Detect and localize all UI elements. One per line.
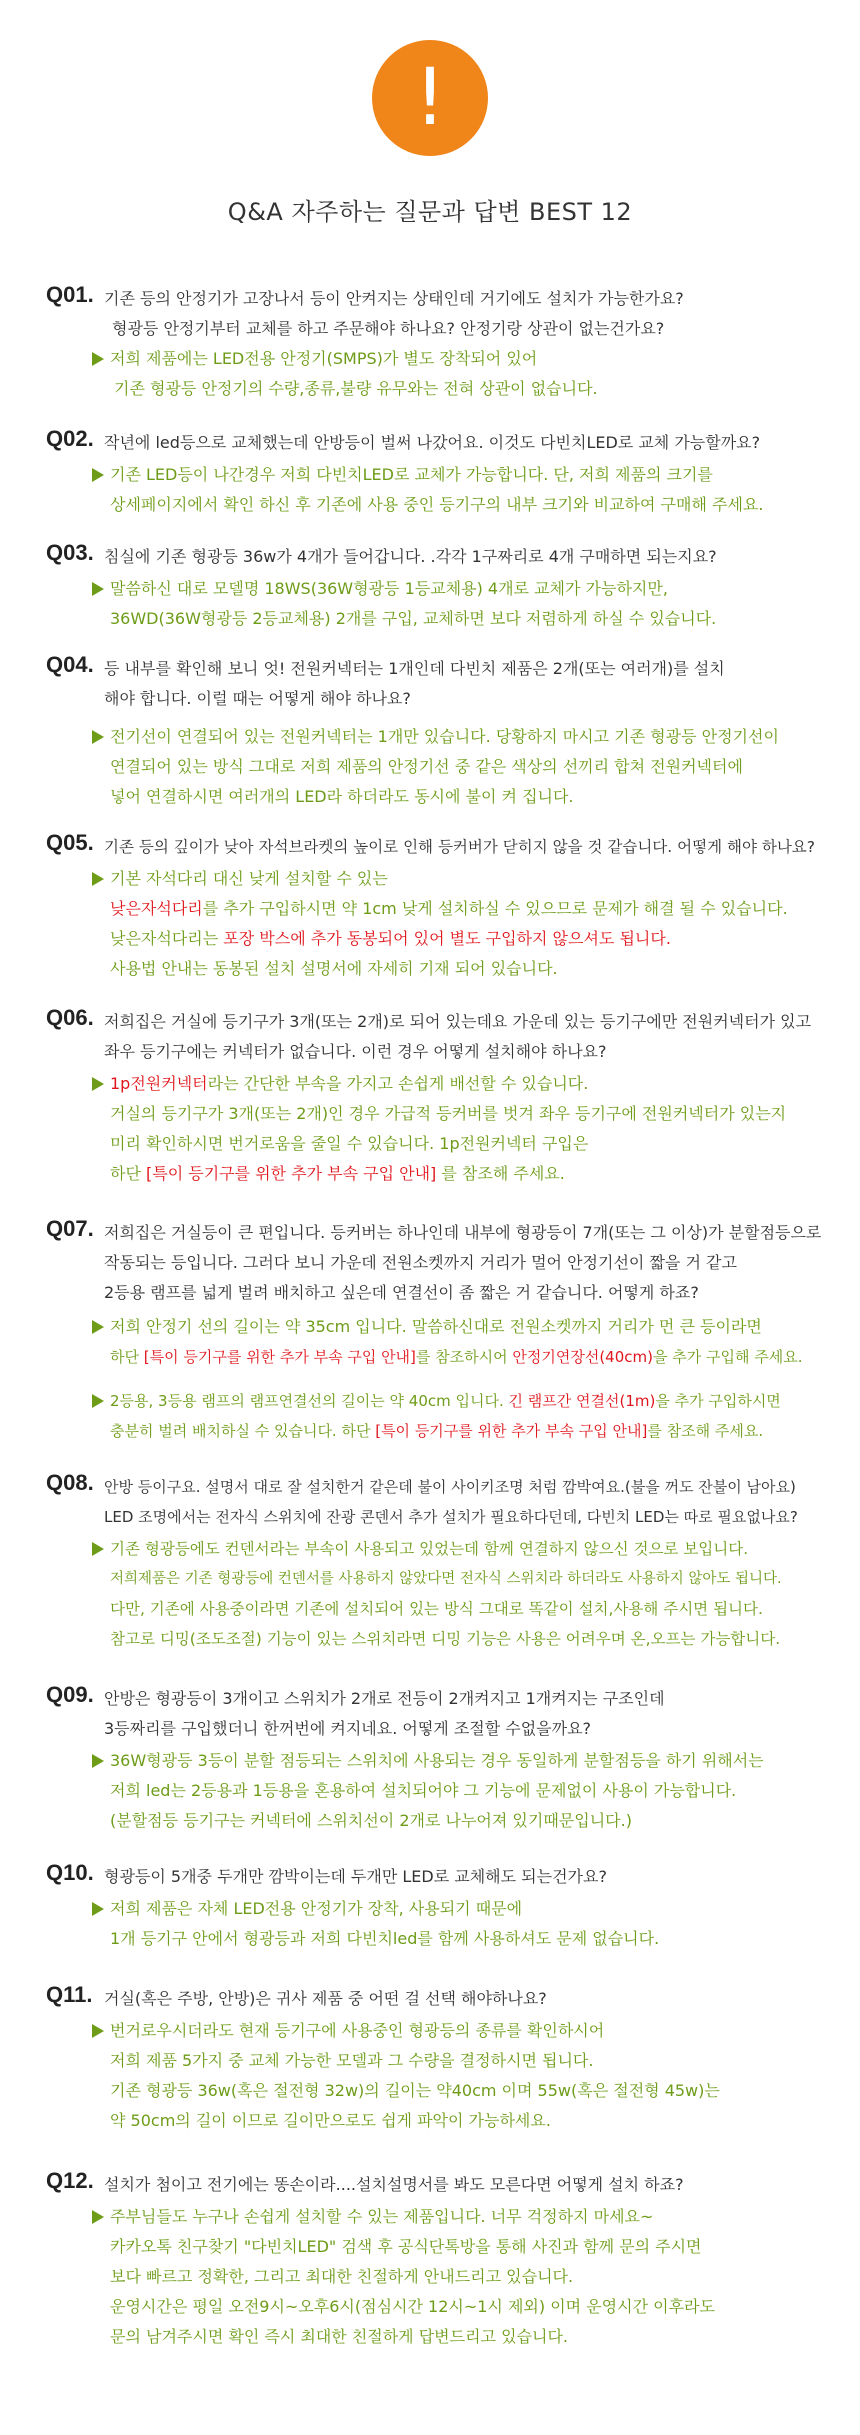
question-text xyxy=(104,1007,850,1067)
highlight-text: 긴 램프간 연결선(1m) xyxy=(508,1392,656,1410)
arrow-icon xyxy=(92,2210,104,2224)
question-number: Q05. xyxy=(46,830,94,855)
question-number: Q07. xyxy=(46,1216,94,1241)
answer-text: 저희 제품은 자체 LED전용 안정기가 장착, 사용되기 때문에 1개 등기구 안에서 형광등과 저희 다빈치led를 함께 사용하셔도 문제 없습니다. xyxy=(92,1894,852,1954)
question-line: 좌우 등기구에는 커넥터가 없습니다. 이런 경우 어떻게 설치해야 하나요? xyxy=(104,1042,607,1061)
answer-text: 2등용, 3등용 램프의 램프연결선의 길이는 약 40cm 입니다. 긴 램프간 연결선(1m)을 추가 구입하시면 충분히 벌려 배치하실 수 있습니다. 하단 [특이 등기구를 위한 추가 부속 구입 안내]를 참조해 주세요. xyxy=(92,1386,852,1446)
arrow-icon xyxy=(92,352,104,366)
arrow-icon xyxy=(92,1394,104,1408)
arrow-icon xyxy=(92,582,104,596)
question-line: 작년에 led등으로 교체했는데 안방등이 벌써 나갔어요. 이것도 다빈치LED로 교체 가능할까요? xyxy=(104,433,761,452)
question-text xyxy=(104,654,850,714)
answer-text: 기존 형광등에도 컨덴서라는 부속이 사용되고 있었는데 함께 연결하지 않으신 것으로 보입니다. 저희제품은 기존 형광등에 컨덴서를 사용하지 않았다면 전자식 스위치라 하더라도 사용하지 않아도 됩니다. 다만, 기존에 사용중이라면 기존에 설치되어 있는 방식 그대로 똑같이 설치,사용해 주시면 됩니다. 참고로 디밍(조도조절) 기능이 있는 스위치라면 디밍 기능은 사용은 어려우며 온,오프는 가능합니다. xyxy=(92,1534,852,1654)
answer-text: 전기선이 연결되어 있는 전원커넥터는 1개만 있습니다. 당황하지 마시고 기존 형광등 안정기선이 연결되어 있는 방식 그대로 저희 제품의 안정기선 중 같은 색상의 선끼리 합쳐 전원커넥터에 넣어 연결하시면 여러개의 LED라 하더라도 동시에 불이 켜 집니다. xyxy=(92,722,852,812)
arrow-icon xyxy=(92,2024,104,2038)
answer-text: 36W형광등 3등이 분할 점등되는 스위치에 사용되는 경우 동일하게 분할점등을 하기 위해서는 저희 led는 2등용과 1등용을 혼용하여 설치되어야 그 기능에 문제없이 사용이 가능합니다. (분할점등 등기구는 커넥터에 스위치선이 2개로 나누어져 있기때문입니다.) xyxy=(92,1746,852,1836)
question-number: Q04. xyxy=(46,652,94,677)
question-line: 형광등이 5개중 두개만 깜박이는데 두개만 LED로 교체해도 되는건가요? xyxy=(104,1867,607,1886)
question-text xyxy=(104,1984,850,2014)
arrow-icon xyxy=(92,730,104,744)
question-line: 설치가 첨이고 전기에는 똥손이라....설치설명서를 봐도 모른다면 어떻게 설치 하죠? xyxy=(104,2175,684,2194)
question-number: Q01. xyxy=(46,282,94,307)
question-line: 저희집은 거실등이 큰 편입니다. 등커버는 하나인데 내부에 형광등이 7개(또는 그 이상)가 분할점등으로 xyxy=(104,1223,822,1242)
question-line: 작동되는 등입니다. 그러다 보니 가운데 전원소켓까지 거리가 멀어 안정기선이 짧을 거 같고 xyxy=(104,1253,737,1272)
question-number: Q09. xyxy=(46,1682,94,1707)
highlight-text: 포장 박스에 추가 동봉되어 있어 별도 구입하지 않으셔도 됩니다. xyxy=(223,929,671,948)
highlight-text: [특이 등기구를 위한 추가 부속 구입 안내] xyxy=(146,1164,437,1183)
highlight-text: [특이 등기구를 위한 추가 부속 구입 안내] xyxy=(375,1422,648,1440)
question-text xyxy=(104,542,850,572)
answer-text: 기존 LED등이 나간경우 저희 다빈치LED로 교체가 가능합니다. 단, 저희 제품의 크기를 상세페이지에서 확인 하신 후 기존에 사용 중인 등기구의 내부 크기와 비교하여 구매해 주세요. xyxy=(92,460,852,520)
arrow-icon xyxy=(92,1077,104,1091)
question-line: LED 조명에서는 전자식 스위치에 잔광 콘덴서 추가 설치가 필요하다던데, 다빈치 LED는 따로 필요없나요? xyxy=(104,1508,798,1526)
arrow-icon xyxy=(92,1320,104,1334)
question-number: Q02. xyxy=(46,426,94,451)
question-line: 기존 등의 깊이가 낮아 자석브라켓의 높이로 인해 등커버가 닫히지 않을 것 같습니다. 어떻게 해야 하나요? xyxy=(104,838,816,856)
arrow-icon xyxy=(92,1754,104,1768)
question-text xyxy=(104,1472,850,1532)
question-line: 등 내부를 확인해 보니 엇! 전원커넥터는 1개인데 다빈치 제품은 2개(또는 여러개)를 설치 xyxy=(104,659,725,678)
answer-text: 1p전원커넥터라는 간단한 부속을 가지고 손쉽게 배선할 수 있습니다. 거실의 등기구가 3개(또는 2개)인 경우 가급적 등커버를 벗겨 좌우 등기구에 전원커넥터가 있는지 미리 확인하시면 번거로움을 줄일 수 있습니다. 1p전원커넥터 구입은 하단 [특이 등기구를 위한 추가 부속 구입 안내] 를 참조해 주세요. xyxy=(92,1069,852,1189)
question-number: Q10. xyxy=(46,1860,94,1885)
arrow-icon xyxy=(92,1542,104,1556)
question-line: 거실(혹은 주방, 안방)은 귀사 제품 중 어떤 걸 선택 해야하나요? xyxy=(104,1989,547,2008)
highlight-text: 1p전원커넥터 xyxy=(110,1074,208,1093)
highlight-text: [특이 등기구를 위한 추가 부속 구입 안내] xyxy=(143,1348,416,1366)
question-number: Q06. xyxy=(46,1005,94,1030)
answer-text: 번거로우시더라도 현재 등기구에 사용중인 형광등의 종류를 확인하시어 저희 제품 5가지 중 교체 가능한 모델과 그 수량을 결정하시면 됩니다. 기존 형광등 36w(혹은 절전형 32w)의 길이는 약40cm 이며 55w(혹은 절전형 45w)는 약 50cm의 길이 이므로 길이만으로도 쉽게 파악이 가능하세요. xyxy=(92,2016,852,2136)
answer-text: 기본 자석다리 대신 낮게 설치할 수 있는 낮은자석다리를 추가 구입하시면 약 1cm 낮게 설치하실 수 있으므로 문제가 해결 될 수 있습니다. 낮은자석다리는 포장 박스에 추가 동봉되어 있어 별도 구입하지 않으셔도 됩니다. 사용법 안내는 동봉된 설치 설명서에 자세히 기재 되어 있습니다. xyxy=(92,864,852,984)
highlight-text: 안정기연장선(40cm) xyxy=(512,1348,653,1366)
question-line: 안방은 형광등이 3개이고 스위치가 2개로 전등이 2개켜지고 1개켜지는 구조인데 xyxy=(104,1689,665,1708)
question-line: 2등용 램프를 넓게 벌려 배치하고 싶은데 연결선이 좀 짧은 거 같습니다. 어떻게 하죠? xyxy=(104,1283,699,1302)
question-text xyxy=(104,1862,850,1892)
highlight-text: 낮은자석다리 xyxy=(110,899,203,918)
arrow-icon xyxy=(92,468,104,482)
page-title: Q&A 자주하는 질문과 답변 BEST 12 xyxy=(227,198,633,226)
question-text xyxy=(104,1684,850,1744)
answer-text: 주부님들도 누구나 손쉽게 설치할 수 있는 제품입니다. 너무 걱정하지 마세요~ 카카오톡 친구찾기 "다빈치LED" 검색 후 공식단톡방을 통해 사진과 함께 문의 주시면 보다 빠르고 정확한, 그리고 최대한 친절하게 안내드리고 있습니다. 운영시간은 평일 오전9시~오후6시(점심시간 12시~1시 제외) 이며 운영시간 이후라도 문의 남겨주시면 확인 즉시 최대한 친절하게 답변드리고 있습니다. xyxy=(92,2202,852,2352)
question-text xyxy=(104,2170,850,2200)
question-line: 안방 등이구요. 설명서 대로 잘 설치한거 같은데 불이 사이키조명 처럼 깜박여요.(불을 꺼도 잔불이 남아요) xyxy=(104,1478,796,1496)
question-number: Q03. xyxy=(46,540,94,565)
question-line: 저희집은 거실에 등기구가 3개(또는 2개)로 되어 있는데요 가운데 있는 등기구에만 전원커넥터가 있고 xyxy=(104,1012,812,1031)
question-line: 침실에 기존 형광등 36w가 4개가 들어갑니다. .각각 1구짜리로 4개 구매하면 되는지요? xyxy=(104,547,717,566)
question-line: 해야 합니다. 이럴 때는 어떻게 해야 하나요? xyxy=(104,689,411,708)
question-line: 형광등 안정기부터 교체를 하고 주문해야 하나요? 안정기랑 상관이 없는건가요? xyxy=(112,319,665,338)
exclamation-symbol: ! xyxy=(414,53,446,143)
question-line: 3등짜리를 구입했더니 한꺼번에 켜지네요. 어떻게 조절할 수없을까요? xyxy=(104,1719,592,1738)
question-text xyxy=(104,1218,850,1308)
question-text xyxy=(104,832,850,862)
answer-text: 저희 안정기 선의 길이는 약 35cm 입니다. 말씀하신대로 전원소켓까지 거리가 먼 큰 등이라면 하단 [특이 등기구를 위한 추가 부속 구입 안내]를 참조하시어 안정기연장선(40cm)을 추가 구입해 주세요. xyxy=(92,1312,852,1372)
question-number: Q12. xyxy=(46,2168,94,2193)
answer-text: 저희 제품에는 LED전용 안정기(SMPS)가 별도 장착되어 있어 기존 형광등 안정기의 수량,종류,불량 유무와는 전혀 상관이 없습니다. xyxy=(92,344,852,404)
arrow-icon xyxy=(92,872,104,886)
question-text xyxy=(104,428,850,458)
question-number: Q11. xyxy=(46,1982,93,2007)
question-number: Q08. xyxy=(46,1470,94,1495)
question-line: 기존 등의 안정기가 고장나서 등이 안켜지는 상태인데 거기에도 설치가 가능한가요? xyxy=(104,289,684,308)
exclamation-icon xyxy=(370,38,490,158)
question-text xyxy=(104,284,850,344)
answer-text: 말씀하신 대로 모델명 18WS(36W형광등 1등교체용) 4개로 교체가 가능하지만, 36WD(36W형광등 2등교체용) 2개를 구입, 교체하면 보다 저렴하게 하실 수 있습니다. xyxy=(92,574,852,634)
arrow-icon xyxy=(92,1902,104,1916)
